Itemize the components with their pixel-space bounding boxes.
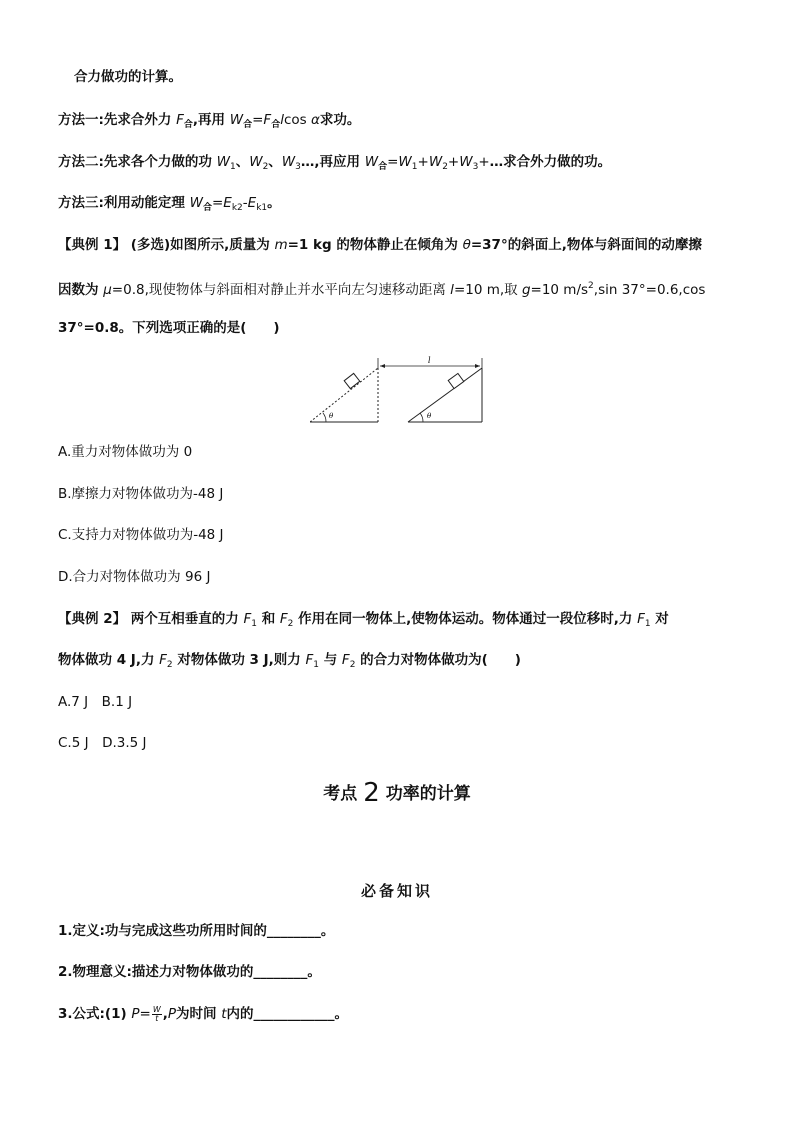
example1-line1: 【典例 1】 (多选)如图所示,质量为 m=1 kg 的物体静止在倾角为 θ=37°的斜面上,物体与斜面间的动摩擦	[58, 237, 702, 253]
example2-line2: 物体做功 4 J,力 $F_2$ 对物体做功 3 J,则力 $F_1$ 与 $F_2$ 的合力对物体做功为( )	[58, 652, 521, 670]
example1-option-a: A.重力对物体做功为 0	[58, 444, 193, 460]
example2-tag: 【典例 2】	[58, 611, 127, 627]
example1-option-b: B.摩擦力对物体做功为-48 J	[58, 486, 224, 502]
section-subtitle: 必备知识	[360, 882, 433, 900]
item-formula: 3.公式:(1) P= $\frac{W}{t}$ ,P为时间 t内的____________。	[58, 1004, 349, 1023]
item-definition: 1.定义:功与完成这些功所用时间的________。	[58, 923, 335, 939]
example2-options-row1: A.7 J B.1 J	[58, 694, 133, 710]
example1-line3: 37°=0.8。下列选项正确的是( )	[58, 320, 280, 336]
left-block	[344, 373, 360, 388]
method-one: 方法一:先求合外力 $F_合$,再用 $W_合=F_合lcos$ α求功。	[58, 112, 361, 130]
power-fraction: $\frac{W}{t}$	[152, 1004, 161, 1023]
left-theta-label: θ	[329, 412, 334, 420]
section-title: 考点 2 功率的计算	[323, 778, 471, 808]
left-angle-arc	[323, 413, 326, 422]
example2-line1: 【典例 2】 两个互相垂直的力 $F_1$ 和 $F_2$ 作用在同一物体上,使物体运动。物体通过一段位移时,力 $F_1$ 对	[58, 611, 669, 629]
example2-options-row2: C.5 J D.3.5 J	[58, 735, 147, 751]
example1-option-c: C.支持力对物体做功为-48 J	[58, 527, 224, 543]
right-incline-line	[408, 368, 482, 422]
distance-arrow-right	[475, 364, 480, 368]
example1-tag: 【典例 1】	[58, 237, 127, 253]
method-three: 方法三:利用动能定理 $W_合=E_{k2}-E_{k1}$。	[58, 195, 281, 213]
example1-line2: 因数为 μ=0.8,现使物体与斜面相对静止并水平向左匀速移动距离 l=10 m,取 g=10 $m/s^2,\sin$ 37°=0.6,cos	[58, 281, 706, 298]
incline-diagram	[310, 356, 490, 426]
intro-text: 合力做功的计算。	[74, 69, 182, 85]
example1-option-d: D.合力对物体做功为 96 J	[58, 569, 211, 585]
right-angle-arc	[420, 413, 423, 422]
distance-arrow-left	[380, 364, 385, 368]
method-two: 方法二:先求各个力做的功 $W_1$、$W_2$、$W_3\dots$,再应用 $W_合=W_1+W_2+W_3+\dots$求合外力做的功。	[58, 154, 612, 172]
item-meaning: 2.物理意义:描述力对物体做功的________。	[58, 964, 321, 980]
right-block	[448, 373, 464, 388]
distance-label: l	[428, 356, 431, 365]
right-theta-label: θ	[427, 412, 432, 420]
left-incline-dashed	[310, 368, 378, 422]
